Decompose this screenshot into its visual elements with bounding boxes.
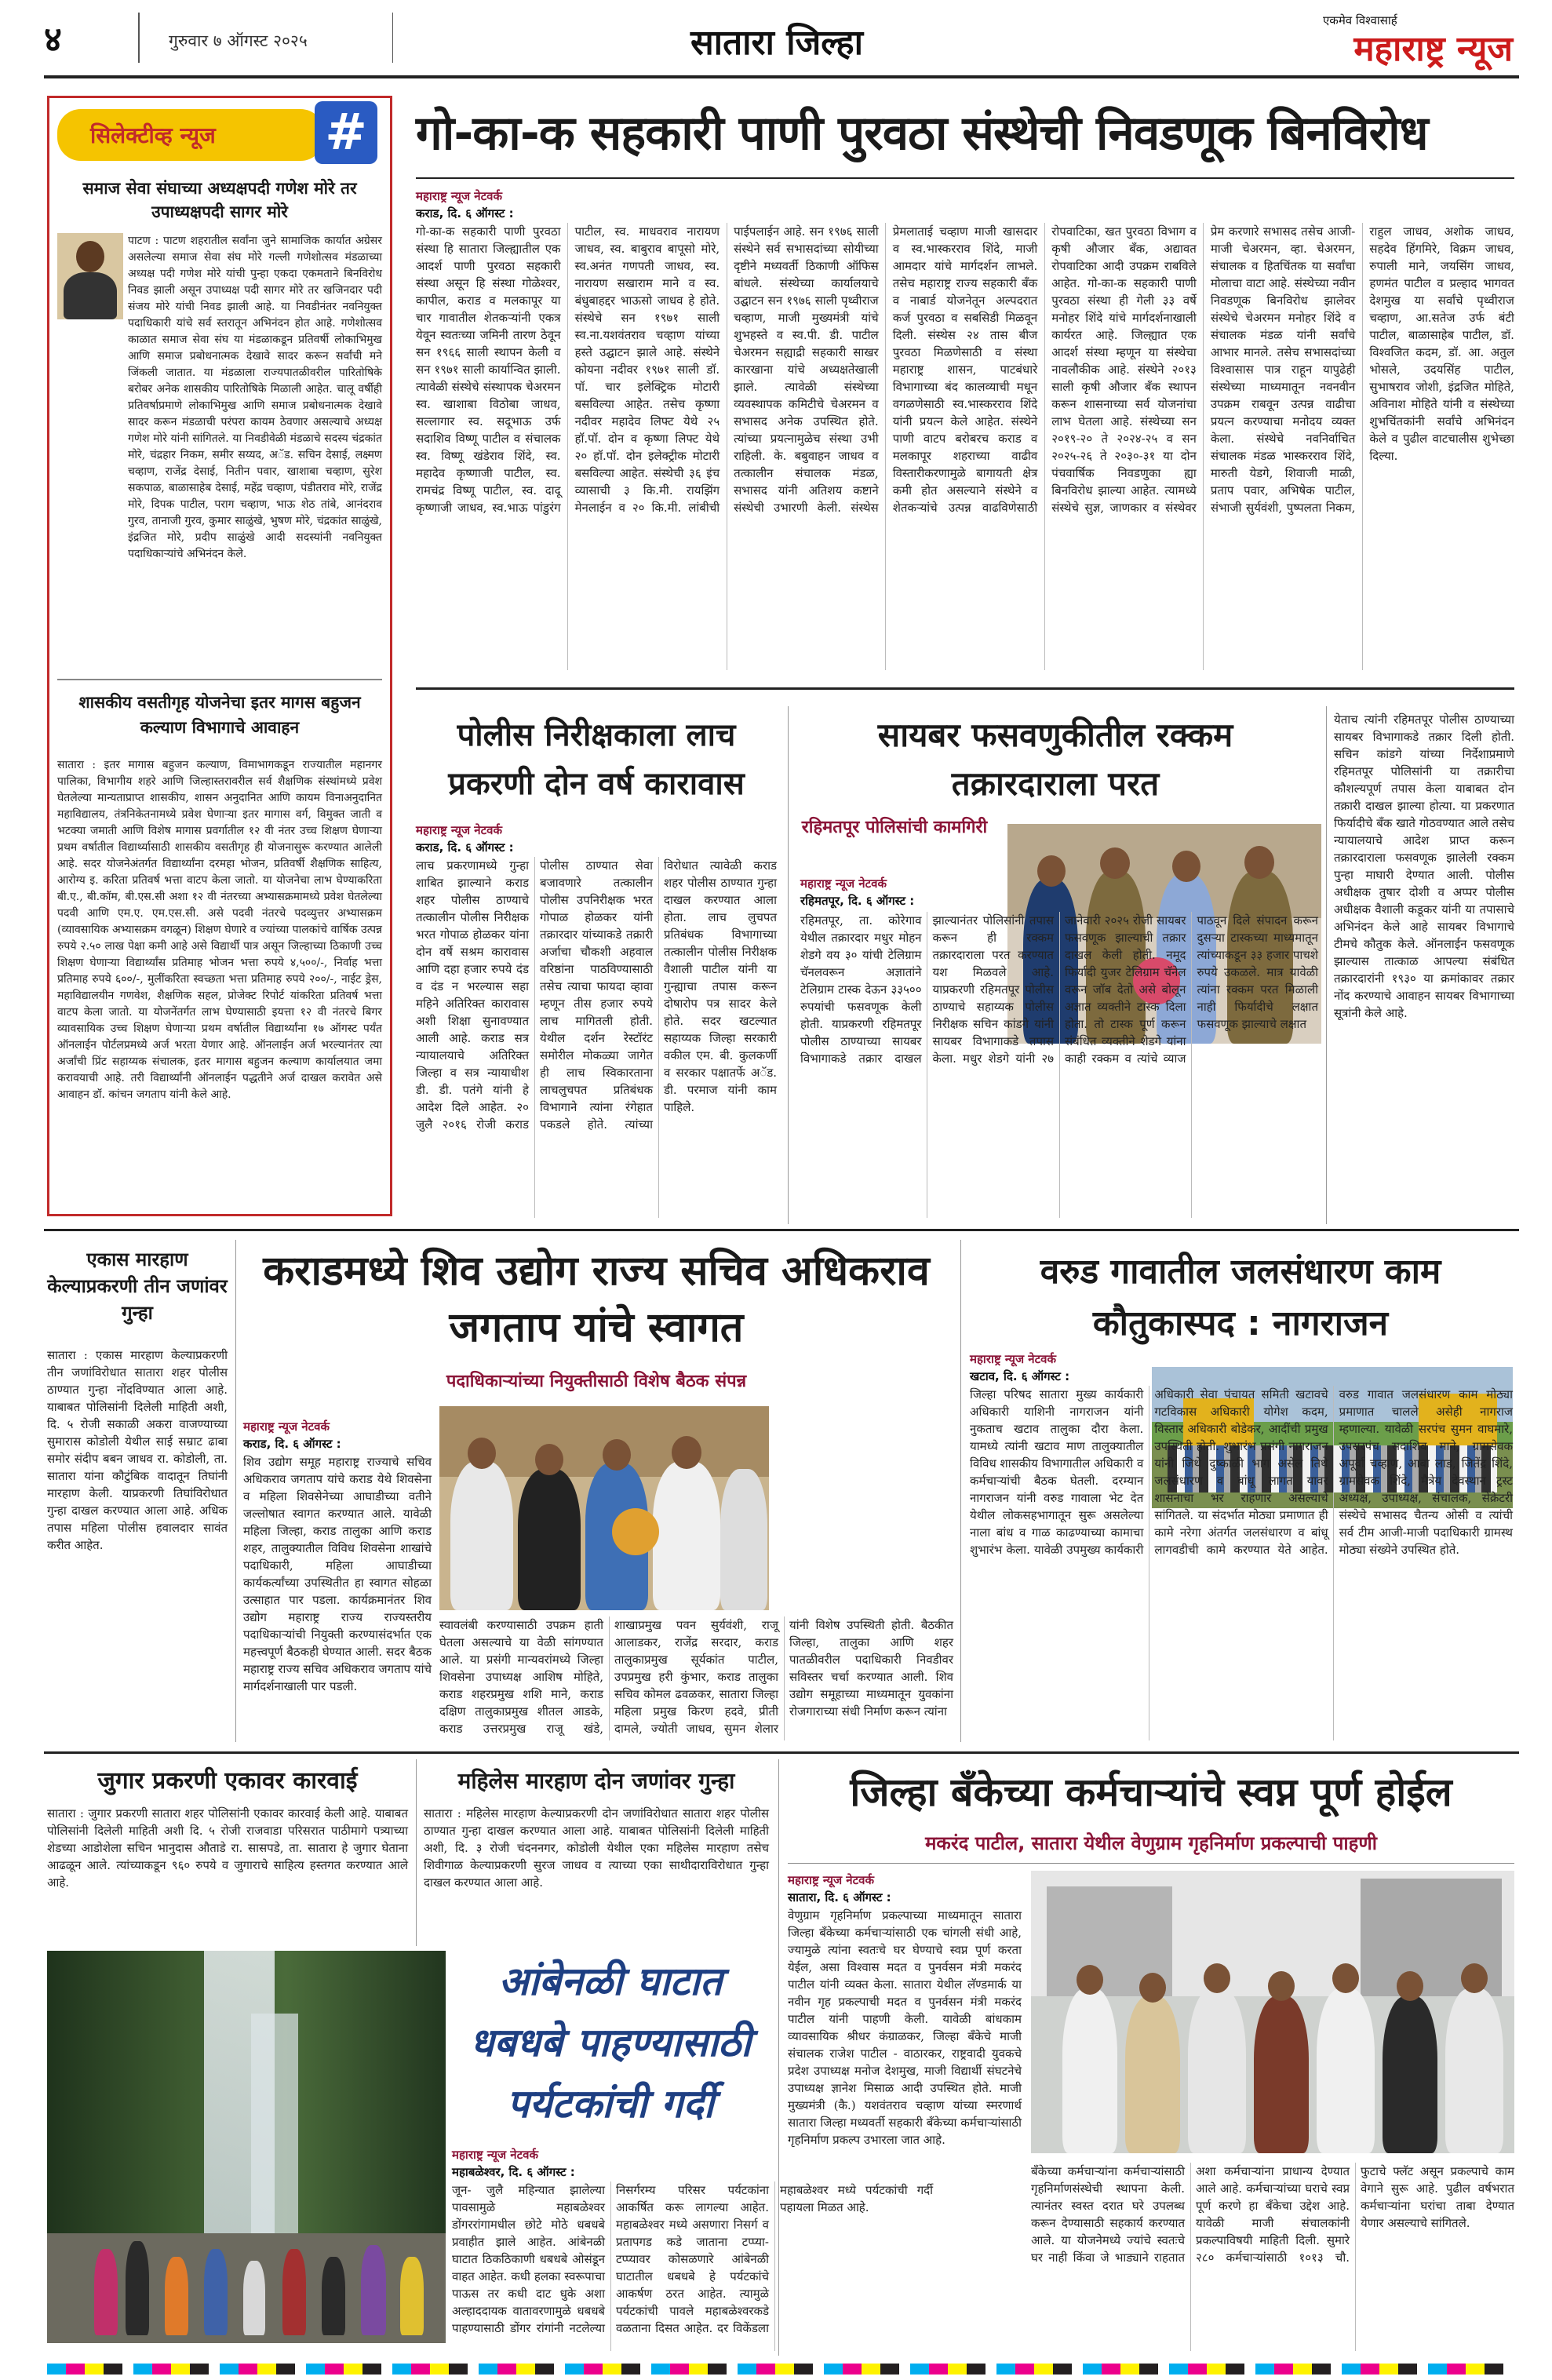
masthead (0, 0, 1552, 78)
waterfall-photo (47, 1951, 446, 2343)
bank-photo (1031, 1871, 1514, 2153)
page-date: गुरुवार ७ ऑगस्ट २०२५ (169, 31, 308, 50)
shiv-photo (439, 1406, 769, 1610)
selective-story1-body: पाटण : पाटण शहरातील सर्वांना जुने सामाजिक कार्यात अग्रेसर असलेल्या समाज सेवा संघ मोरे गल्ली गणेशोत्सव मंडळाच्या अध्यक्ष पदी गणेश मोरे यांची पुन्हा एकदा एकमताने बिनविरोध निवड झाली असून उपाध्यक्ष पदी सागर मोरे तर खजिनदार पदी संजय मोरे यांची निवड झाली आहे. या निवडीनंतर नवनियुक्त पदाधिकारी यांचे सर्व स्तरातून अभिनंदन होत आहे. गणेशोत्सव काळात समाज सेवा संघ या मंडळाकडून प्रतिवर्षी लोकाभिमुख आणि समाज प्रबोधनात्मक देखावे सादर करून सर्वांची मने जिंकली जातात. या मंडळाला राज्यपातळीवरील पारितोषिके बरोबर अनेक शासकीय पारितोषिके मिळाली आहेत. चालू वर्षीही प्रतिवर्षाप्रमाणे लोकाभिमुख आणि समाज प्रबोधनात्मक देखावे सादर करून मंडळाची परंपरा कायम ठेवणार असल्याचे अध्यक्ष गणेश मोरे यांनी सांगितले. या निवडीवेळी मंडळाचे सदस्य चंद्रकांत मोरे, चंद्रहार निकम, समीर सय्यद, अॅड. सचिन देसाई, लक्ष्मण चव्हाण, राजेंद्र देसाई, नितीन पवार, खाशाबा चव्हाण, सुरेश सकपाळ, बाळासाहेब देसाई, महेंद्र चव्हाण, पंडीतराव मोरे, राजेंद्र मोरे, दिपक पाटील, पराग चव्हाण, भाऊ शेठ तांबे, आनंदराव गुरव, तानाजी गुरव, कुमार साळुंखे, भुषण मोरे, चंद्रकांत साळुंखे, इंद्रजित मोरे, प्रदीप साळुंखे आदी सदस्यांनी नवनियुक्त पदाधिकाऱ्यांचे अभिनंदन केले. (128, 235, 382, 560)
selective-story1-title: समाज सेवा संघाच्या अध्यक्षपदी गणेश मोरे तर उपाध्यक्षपदी सागर मोरे (82, 179, 357, 221)
shiv-byline: महाराष्ट्र न्यूज नेटवर्क (243, 1420, 330, 1434)
cyber-headline: सायबर फसवणुकीतील रक्कम तक्रारदाराला परत (877, 716, 1233, 803)
amba-byline: महाराष्ट्र न्यूज नेटवर्क (452, 2148, 539, 2162)
bank-body-right: बँकेच्या कर्मचाऱ्यांना कर्मचाऱ्यांसाठी गृहनिर्माणसंस्थेची स्थापना केली. त्यानंतर स्वस्त दरात घरे उपलब्ध करून देण्यासाठी सहकार्य करण्यात आले. या योजनेमध्ये ज्यांचे स्वतःचे घर नाही किंवा जे भाड्याने राहतात अशा कर्मचाऱ्यांना प्राधान्य देण्यात आले आहे. कर्मचाऱ्यांच्या घराचे स्वप्न पूर्ण करणे हा बँकेचा उद्देश आहे. यावेळी माजी संचालकांनी प्रकल्पाविषयी माहिती दिली. सुमारे २८० कर्मचाऱ्यांसाठी १०१३ चौ. फुटाचे फ्लॅट असून प्रकल्पाचे काम वेगाने सुरू आहे. पुढील वर्षभरात कर्मचाऱ्यांना घरांचा ताबा देण्यात येणार असल्याचे सांगितले. (1031, 2164, 1514, 2265)
varud-headline: वरुड गावातील जलसंधारण काम कौतुकास्पद : नागराजन (1040, 1252, 1441, 1343)
ekas-headline: एकास मारहाण केल्याप्रकरणी तीन जणांवर गुन्हा (47, 1248, 228, 1324)
avatar (57, 233, 123, 319)
amba-dateline: महाबळेश्वर, दि. ६ ऑगस्ट : (452, 2165, 575, 2179)
mahila-headline: महिलेस मारहाण दोन जणांवर गुन्हा (457, 1768, 735, 1794)
cyber-body-right: येताच त्यांनी रहिमतपूर पोलीस ठाण्याच्या सायबर विभागाकडे तक्रार दिली होती. सचिन कांडगे यांच्या निर्देशाप्रमाणे रहिमतपूर पोलिसांनी या तक्रारीचा कौशल्यपूर्ण तपास केला याबाबत दोन तक्रारी दाखल झाल्या होत्या. या प्रकरणात फिर्यादीचे बँक खाते गोठवण्यात आले तसेच न्यायालयाचे आदेश प्राप्त करून तक्रारदाराला फसवणूक झालेली रक्कम पुन्हा माघारी देण्यात आली. पोलीस अधीक्षक तुषार दोशी व अप्पर पोलीस अधीक्षक वैशाली कडूकर यांनी या तपासाचे अभिनंदन केले आहे सायबर विभागाचे टीमचे कौतुक केले. ऑनलाईन फसवणूक झाल्यास तात्काळ आपल्या संबंधित तक्रारदारांनी १९३० या क्रमांकावर तक्रार नोंद करण्याचे आवाहन सायबर विभागाच्या सूत्रांनी केले आहे. (1334, 713, 1514, 1020)
shiv-body-left: शिव उद्योग समूह महाराष्ट्र राज्याचे सचिव अधिकराव जगताप यांचे कराड येथे शिवसेना व महिला शिवसेनेच्या आघाडीच्या वतीने जल्लोषात स्वागत करण्यात आले. यावेळी महिला जिल्हा, कराड तालुका आणि कराड शहर, तालुक्यातील विविध शिवसेना शाखांचे पदाधिकारी, महिला आघाडीच्या कार्यकर्त्यांच्या उपस्थितीत हा स्वागत सोहळा उत्साहात पार पडला. कार्यक्रमानंतर शिव उद्योग महाराष्ट्र राज्य राज्यस्तरीय पदाधिकाऱ्यांची नियुक्ती करण्यासंदर्भात एक महत्त्वपूर्ण बैठकही घेण्यात आली. सदर बैठक महाराष्ट्र राज्य सचिव अधिकराव जगताप यांचे मार्गदर्शनाखाली पार पडली. (243, 1455, 432, 1693)
varud-byline: महाराष्ट्र न्यूज नेटवर्क (970, 1352, 1057, 1366)
varud-dateline: खटाव, दि. ६ ऑगस्ट : (970, 1369, 1070, 1383)
mahila-body: सातारा : महिलेस मारहाण केल्याप्रकरणी दोन जणांविरोधात सातारा शहर पोलीस ठाण्यात गुन्हा दाखल करण्यात आला आहे. याबाबत पोलिसांनी दिलेली माहिती अशी, दि. ३ रोजी चंदननगर, कोडोली येथील एका महिलेस मारहाण तसेच शिवीगाळ केल्याप्रकरणी सुरज जाधव व त्याच्या एका साथीदाराविरोधात गुन्हा दाखल करण्यात आला आहे. (424, 1806, 769, 1890)
police-byline: महाराष्ट्र न्यूज नेटवर्क (416, 823, 503, 837)
brand-logo: महाराष्ट्र न्यूज (1353, 29, 1513, 69)
bank-dateline: सातारा, दि. ६ ऑगस्ट : (788, 1890, 891, 1904)
lead-byline: महाराष्ट्र न्यूज नेटवर्क (416, 189, 503, 203)
lead-dateline: कराड, दि. ६ ऑगस्ट : (416, 206, 514, 221)
ekas-body: सातारा : एकास मारहाण केल्याप्रकरणी तीन जणांविरोधात सातारा शहर पोलीस ठाण्यात गुन्हा नोंदविण्यात आला आहे. याबाबत पोलिसांनी दिलेली माहिती अशी, दि. ५ रोजी सकाळी अकरा वाजण्याच्या सुमारास कोडोली येथील साई सम्राट ढाबा समोर संदीप बबन जाधव रा. कोडोली, ता. सातारा यांना कौटुंबिक वादातून तिघांनी मारहाण केली. याप्रकरणी तिघांविरोधात गुन्हा दाखल करण्यात आला आहे. अधिक तपास महिला पोलीस हवालदार सावंत करीत आहेत. (47, 1348, 228, 1552)
hash-icon: # (315, 101, 377, 164)
police-dateline: कराड, दि. ६ ऑगस्ट : (416, 840, 514, 855)
shiv-body-right: स्वावलंबी करण्यासाठी उपक्रम हाती घेतला असल्याचे या वेळी सांगण्यात आले. या प्रसंगी मान्यवरांमध्ये जिल्हा शिवसेना उपाध्यक्ष आशिष मोहिते, कराड शहरप्रमुख शशि माने, कराड दक्षिण तालुकाप्रमुख शीतल आडके, कराड उत्तरप्रमुख राजू खंडे, शाखाप्रमुख पवन सुर्यवंशी, राजू आलाडकर, राजेंद्र सरदार, कराड तालुकाप्रमुख सूर्यकांत पाटील, उपप्रमुख हरी कुंभार, कराड तालुका सचिव कोमल ढवळकर, सातारा जिल्हा महिला प्रमुख किरण हदवे, प्रीती दामले, ज्योती जाधव, सुमन शेलार यांनी विशेष उपस्थिती होती. बैठकीत जिल्हा, तालुका आणि शहर पातळीवरील पदाधिकारी निवडीवर सविस्तर चर्चा करण्यात आली. शिव उद्योग समूहाच्या माध्यमातून युवकांना रोजगाराच्या संधी निर्माण करून त्यांना (439, 1618, 953, 1736)
lead-body: गो-का-क सहकारी पाणी पुरवठा संस्था हि सातारा जिल्ह्यातील एक आदर्श पाणी पुरवठा सहकारी संस्था असून हि संस्था गोळेश्वर, कापील, कराड व मलकापूर या चार गावातील शेतकऱ्यांनी एकत्र येवून स्वतःच्या जमिनी तारण ठेवून सन १९६६ साली स्थापन केली व सन १९७१ साली कार्यान्वित झाली. त्यावेळी संस्थेचे संस्थापक चेअरमन स्व. खाशाबा विठोबा जाधव, सल्लागार स्व. सदूभाऊ उर्फ सदाशिव विष्णू पाटील व संचालक स्व. विष्णू खंडेराव शिंदे, स्व. महादेव कृष्णाजी पाटील, स्व. रामचंद्र विष्णू पाटील, स्व. दादू कृष्णाजी जाधव, स्व.भाऊ पांडुरंग पाटील, स्व. माधवराव नारायण जाधव, स्व. बाबुराव बापूसो मोरे, स्व.अनंत गणपती जाधव, स्व. नारायण सखाराम माने व स्व. बंधुबाहद्दर भाऊसो जाधव हे होते. संस्थेचे सन १९७१ साली स्व.ना.यशवंतराव चव्हाण यांच्या हस्ते उद्घाटन झाले आहे. संस्थेने कोयना नदीवर १९७१ साली डॉ. पॉ. चार इलेक्ट्रिक मोटारी बसविल्या आहेत. तसेच कृष्णा नदीवर महादेव लिफ्ट येथे २५ हॉ.पॉ. दोन व कृष्णा लिफ्ट येथे २० हॉ.पॉ. दोन इलेक्ट्रीक मोटारी बसविल्या आहेत. संस्थेची ३६ इंच व्यासाची ३ कि.मी. रायझिंग मेनलाईन व २० कि.मी. लांबीची पाईपलाईन आहे. सन १९७६ साली संस्थेने सर्व सभासदांच्या सोयीच्या दृष्टीने मध्यवर्ती ठिकाणी ऑफिस बांधले. संस्थेच्या कार्यालयाचे उद्घाटन सन १९७६ साली पृथ्वीराज चव्हाण, माजी मुख्यमंत्री यांचे शुभहस्ते व स्व.पी. डी. पाटील चेअरमन सह्याद्री सहकारी साखर कारखाना यांचे अध्यक्षतेखाली झाले. त्यावेळी संस्थेच्या व्यवस्थापक कमिटीचे चेअरमन व सभासद अनेक उपस्थित होते. त्यांच्या प्रयत्नामुळेच संस्था उभी राहिली. के. बबुवाहन जाधव व तत्कालीन संचालक मंडळ, सभासद यांनी अतिशय कष्टाने संस्थेची उभारणी केली. संस्थेस प्रेमलाताई चव्हाण माजी खासदार व स्व.भास्करराव शिंदे, माजी आमदार यांचे मार्गदर्शन लाभले. तसेच महाराष्ट्र राज्य सहकारी बँक व नाबार्ड योजनेतून अल्पदरात कर्ज पुरवठा व सबसिडी मिळवून दिली. संस्थेस २४ तास बीज पुरवठा मिळणेसाठी व संस्था महाराष्ट्र शासन, पाटबंधारे विभागाच्या बंद कालव्याची मधून वगळणेसाठी स्व.भास्करराव शिंदे यांनी प्रयत्न केले आहेत. संस्थेने पाणी वाटप बरोबरच कराड व मलकापूर शहराच्या वाढीव विस्तारीकरणामुळे बागायती क्षेत्र कमी होत असल्याने संस्थेने व शेतकऱ्यांचे उत्पन्न वाढविणेसाठी रोपवाटिका, खत पुरवठा विभाग व कृषी औजार बँक, अद्यावत रोपवाटिका आदी उपक्रम राबविले आहेत. गो-का-क सहकारी पाणी पुरवठा संस्था ही गेली ३३ वर्षे मनोहर शिंदे यांचे मार्गदर्शनाखाली कार्यरत आहे. जिल्ह्यात एक आदर्श संस्था म्हणून या संस्थेचा नावलौकीक आहे. संस्थेने २०१३ साली कृषी औजार बँक स्थापन करून शासनाच्या सर्व योजनांचा लाभ घेतला आहे. संस्थेच्या सन २०१९-२० ते २०२४-२५ व सन २०२५-२६ ते २०३०-३१ या दोन पंचवार्षिक निवडणुका ह्या बिनविरोध झाल्या आहेत. त्यामध्ये संस्थेचे सुज्ञ, जाणकार व संस्थेवर प्रेम करणारे सभासद तसेच आजी-माजी चेअरमन, व्हा. चेअरमन, संचालक व हितचिंतक या सर्वांचा मोलाचा वाटा आहे. संस्थेच्या नवीन निवडणूक बिनविरोध झालेवर संस्थेचे चेअरमन मनोहर शिंदे व संचालक मंडळ यांनी सर्वांचे आभार मानले. तसेच सभासदांच्या विश्वासास पात्र राहून यापुढेही संस्थेच्या माध्यमातून नवनवीन उपक्रम राबवून उत्पन्न वाढीचा प्रयत्न करण्याचा मनोदय व्यक्त केला. संस्थेचे नवनिर्वाचित संचालक मंडळ भास्करराव शिंदे, मारुती येडगे, शिवाजी माळी, प्रताप पवार, अभिषेक पाटील, संभाजी सुर्यवंशी, पुष्पलता निकम, राहुल जाधव, अशोक जाधव, सहदेव हिंगमिरे, विक्रम जाधव, रुपाली माने, जयसिंग जाधव, हणमंत पाटील व प्रल्हाद भागवत देशमुख या सर्वांचे पृथ्वीराज चव्हाण, आ.सतेज उर्फ बंटी पाटील, बाळासाहेब पाटील, डॉ. विश्वजित कदम, डॉ. आ. अतुल भोसले, उदयसिंह पाटील, सुभाषराव जोशी, इंद्रजित मोहिते, अविनाश मोहिते यांनी व संस्थेच्या शुभचिंतकांनी सर्वांचे अभिनंदन केले व पुढील वाटचालीस शुभेच्छा दिल्या. (416, 224, 1514, 515)
brand-tagline: एकमेव विश्वासार्ह (1323, 13, 1397, 27)
bank-headline: जिल्हा बँकेच्या कर्मचाऱ्यांचे स्वप्न पूर्ण होईल (850, 1770, 1452, 1815)
shiv-kicker: पदाधिकाऱ्यांच्या नियुक्तीसाठी विशेष बैठक संपन्न (446, 1372, 747, 1391)
cyber-byline: महाराष्ट्र न्यूज नेटवर्क (800, 877, 887, 891)
selective-story2-body: सातारा : इतर मागास बहुजन कल्याण, विमाभागकडून राज्यातील महानगर पालिका, विभागीय शहरे आणि जिल्हास्तरावरील सर्व शैक्षणिक संस्थांमध्ये प्रवेश घेतलेल्या मान्यताप्राप्त शासकीय, शासन अनुदानित आणि कायम विनाअनुदानित महाविद्यालय, तंत्रनिकेतनामध्ये प्रवेश घेणाऱ्या इतर मागास वर्ग, विमुक्त जाती व भटक्या जमाती आणि विशेष मागास प्रवर्गातील १२ वी नंतर उच्च शिक्षण घेणाऱ्या प्रथम वर्षातील विद्यार्थ्यासाठी शासकीय वसतीगृह ही योजनासुरू करण्यात आलेली आहे. सदर योजनेअंतर्गत विद्यार्थ्यांना दरमहा भोजन, प्रतिवर्षी शैक्षणिक साहित्य, आरोग्य इ. करिता प्रतिवर्ष भत्ता वाटप केला जातो. या योजनेचा लाभ घेण्याकरिता बी.ए., बी.कॉम, बी.एस.सी अशा १२ वी नंतरच्या अभ्यासक्रमामध्ये प्रवेश घेतलेल्या पदवी आणि एम.ए. एम.एस.सी. असे पदवी नंतरचे पदव्युत्तर अभ्यासक्रम (व्यावसायिक अभ्यासक्रम वगळून) शिक्षण घेणारे व ज्यांच्या पालकांचे वार्षिक उत्पन्न रुपये २.५० लाख पेक्षा कमी आहे असे विद्यार्थी पात्र असून जिल्हाच्या ठिकाणी उच्च शिक्षण घेणाऱ्या विद्यार्थ्यांस प्रतिमाह भोजन भत्ता रुपये ४,५००/-, निर्वाह भत्ता प्रतिमाह रुपये ६००/-, मुलींकरिता स्वच्छता भत्ता प्रतिमाह रुपये २००/-, नाईट ड्रेस, महाविद्यालयीन गणवेश, शैक्षणिक सहल, प्रोजेक्ट रिपोर्ट यांकरिता प्रतिवर्ष भत्ता वाटप केला जातो. या योजनेंतर्गत लाभ घेण्यासाठी इयत्ता १२ वी नंतरचे बिगर व्यावसायिक उच्च शिक्षण घेणाऱ्या प्रथम वर्षातील विद्यार्थ्यांना १७ ऑगस्ट पर्यंत ऑनलाईन पोर्टलप्रमध्ये अर्ज भरता येणार आहे. ऑनलाईन अर्ज भरल्यानंतर त्या अर्जांची प्रिंट सहाय्यक संचालक, इतर मागास बहुजन कल्याण कार्यालयात जमा करावयाची आहे. तरी विद्यार्थ्यांनी ऑनलाईन पद्धतीने अर्ज दाखल करावेत असे आवाहन डॉ. कांचन जगताप यांनी केले आहे. (57, 759, 382, 1101)
shiv-headline: कराडमध्ये शिव उद्योग राज्य सचिव अधिकराव जगताप यांचे स्वागत (263, 1248, 930, 1351)
jugar-body: सातारा : जुगार प्रकरणी सातारा शहर पोलिसांनी एकावर कारवाई केली आहे. याबाबत पोलिसांनी दिलेली माहिती अशी दि. ५ रोजी राजवाडा परिसरात पाठीमागे पत्र्याच्या शेडच्या आडोशेला सचिन भानुदास औताडे रा. सासपडे, ता. सातारा हे जुगार घेताना आढळून आले. त्यांच्याकडून ९६० रुपये व जुगाराचे साहित्य हस्तगत करण्यात आले आहे. (47, 1806, 408, 1890)
section-title: सातारा जिल्हा (690, 23, 864, 63)
cyber-kicker: रहिमतपूर पोलिसांची कामगिरी (801, 818, 988, 837)
selective-news-badge: सिलेक्टीव्ह न्यूज (90, 122, 216, 148)
jugar-headline: जुगार प्रकरणी एकावर कारवाई (97, 1767, 358, 1795)
page-number: ४ (44, 20, 62, 60)
police-headline: पोलीस निरीक्षकाला लाच प्रकरणी दोन वर्ष कारावास (448, 717, 745, 802)
bank-body-left: वेणुग्राम गृहनिर्माण प्रकल्पाच्या माध्यमातून सातारा जिल्हा बँकेच्या कर्मचाऱ्यांसाठी एक चांगली संधी आहे, ज्यामुळे त्यांना स्वतःचे घर घेण्याचे स्वप्न पूर्ण करता येईल, असा विश्वास मदत व पुनर्वसन मंत्री मकरंद पाटील यांनी व्यक्त केला. सातारा येथील लॅण्डमार्क या नवीन गृह प्रकल्पाची मदत व पुनर्वसन मंत्री मकरंद पाटील यांनी पाहणी केली. यावेळी बांधकाम व्यावसायिक श्रीधर कंग्राळकर, जिल्हा बँकेचे माजी संचालक राजेश पाटील - वाठारकर, राष्ट्रवादी युवकचे प्रदेश उपाध्यक्ष मनोज देशमुख, माजी विद्यार्थी संघटनेचे उपाध्यक्ष ज्ञानेश मिसाळ आदी उपस्थित होते. माजी मुख्यमंत्री (कै.) यशवंतराव चव्हाण यांच्या स्मरणार्थ सातारा जिल्हा मध्यवर्ती सहकारी बँकेच्या कर्मचाऱ्यांसाठी गृहनिर्माण प्रकल्प उभारला जात आहे. (788, 1908, 1022, 2147)
lead-headline: गो-का-क सहकारी पाणी पुरवठा संस्थेची निवडणूक बिनविरोध (416, 106, 1428, 161)
cyber-body-left: रहिमतपूर, ता. कोरेगाव येथील तक्रारदार मधुर मोहन शेडगे वय ३० यांची टेलिग्राम चॅनलवरून अज्ञातांने टेलिग्राम टास्क देऊन ३३५०० रुपयांची फसवणूक केली होती. याप्रकरणी रहिमतपूर पोलीस ठाण्याच्या सायबर विभागाकडे तक्रार दाखल झाल्यानंतर पोलिसांनी तपास करून ही रक्कम तक्रारदाराला परत करण्यात यश मिळवले आहे. याप्रकरणी रहिमतपूर पोलीस ठाण्याचे सहाय्यक पोलीस निरीक्षक सचिन कांडगे यांनी सायबर विभागाकडे तपास केला. मधुर शेडगे यांनी २७ जानेवारी २०२५ रोजी सायबर फसवणूक झाल्याची तक्रार दाखल केली होती. नमूद फिर्यादी युजर टेलिग्राम चॅनेल वरून जॉब देतो असे बोलून अज्ञात व्यक्तीने टास्क दिला होता. तो टास्क पूर्ण करून संबंधित व्यक्तीने शेडगे यांना काही रक्कम व त्यांचे व्याज पाठवून दिले संपादन करून दुसऱ्या टास्कच्या माध्यमातून त्यांच्याकडून ३३ हजार पाचशे रुपये उकळले. मात्र यावेळी त्यांना रक्कम परत मिळाली नाही फिर्यादीचे लक्षात फसवणूक झाल्याचे लक्षात (800, 913, 1318, 1066)
selective-story2-title: शासकीय वसतीगृह योजनेचा इतर मागस बहुजन कल्याण विभागाचे आवाहन (78, 693, 361, 737)
shiv-dateline: कराड, दि. ६ ऑगस्ट : (243, 1437, 341, 1451)
varud-body: जिल्हा परिषद सातारा मुख्य कार्यकारी अधिकारी याशिनी नागराजन यांनी नुकताच खटाव तालुका दौरा केला. यामध्ये त्यांनी खटाव माण तालुक्यातील विविध शासकीय विभागातील अधिकारी व कर्मचाऱ्यांची बैठक घेतली. दरम्यान नागराजन यांनी वरुड गावाला भेट देत येथील लोकसहभागातून सुरू असलेल्या नाला बांध व गाळ काढण्याच्या कामाचा शुभारंभ केला. यावेळी उपमुख्य कार्यकारी अधिकारी सेवा पंचायत समिती खटावचे गटविकास अधिकारी योगेश कदम, विस्तार अधिकारी बोडेकर, आदींची प्रमुख उपस्थिती होती. शुभारंभ प्रसंगी नागराजन यांनी जिथे दुष्काळी भाग असेल तिथे जलसंधारण व बांधू लागत यावर शासनाचा भर राहणार असल्याचे सांगितले. या संदर्भात मोठ्या प्रमाणात ही कामे नरेगा अंतर्गत जलसंधारण व बांधू लागवडीची कामे करण्यात येते आहेत. वरुड गावात जलसंधारण काम मोठ्या प्रमाणात चालले असेही नागराज म्हणाल्या. यावेळी सरपंच सुमन वाघमारे, उपसरपंच सदाशिव माने, ग्रामसेवक अपूर्वा चव्हाण, आबा लाड, जितेंद्र शिंदे, ग्रामसेवक शिंदे, मैत्रेय देवस्थान ट्रस्ट अध्यक्ष, उपाध्यक्ष, संचालक, सेक्रेटरी संस्थेचे सभासद चैतन्य ओसी व त्यांची सर्व टीम आजी-माजी पदाधिकारी ग्रामस्थ मोठ्या संख्येने उपस्थित होते. (970, 1387, 1513, 1557)
print-registration-bar (47, 2364, 1514, 2375)
amba-headline: आंबेनळी घाटात धबधबे पाहण्यासाठी पर्यटकांची गर्दी (469, 1958, 752, 2127)
bank-kicker: मकरंद पाटील, सातारा येथील वेणुग्राम गृहनिर्माण प्रकल्पाची पाहणी (925, 1832, 1377, 1854)
cyber-dateline: रहिमतपूर, दि. ६ ऑगस्ट : (800, 894, 915, 908)
bank-byline: महाराष्ट्र न्यूज नेटवर्क (788, 1873, 875, 1887)
selective-news-box (47, 96, 392, 1216)
police-body: लाच प्रकरणामध्ये गुन्हा शाबित झाल्याने कराड शहर पोलीस ठाण्याचे तत्कालीन पोलीस निरीक्षक भरत गोपाळ होळकर यांना दोन वर्षे सश्रम कारावास आणि दहा हजार रुपये दंड व दंड न भरल्यास सहा महिने अतिरिक्त कारावास अशी शिक्षा सुनावण्यात आली आहे. कराड सत्र न्यायालयाचे अतिरिक्त जिल्हा व सत्र न्यायाधीश डी. डी. पतंगे यांनी हे आदेश दिले आहेत. २० जुलै २०१६ रोजी कराड पोलीस ठाण्यात सेवा बजावणारे तत्कालीन पोलीस उपनिरीक्षक भरत गोपाळ होळकर यांनी तक्रारदार यांच्याकडे तक्रारी अर्जाचा चौकशी अहवाल वरिष्ठांना पाठविण्यासाठी तसेच त्याचा फायदा व्हावा म्हणून तीस हजार रुपये लाच मागितली होती. येथील दर्शन रेस्टॉरंट समोरील मोकळ्या जागेत ही लाच स्विकारताना लाचलुचपत प्रतिबंधक विभागाने त्यांना रंगेहात पकडले होते. त्यांच्या विरोधात त्यावेळी कराड शहर पोलीस ठाण्यात गुन्हा दाखल करण्यात आला होता. लाच लुचपत प्रतिबंधक विभागाच्या तत्कालीन पोलीस निरीक्षक वैशाली पाटील यांनी या गुन्ह्याचा तपास करून दोषारोप पत्र सादर केले होते. सदर खटल्यात सहाय्यक जिल्हा सरकारी वकील एम. बी. कुलकर्णी व सरकार पक्षातर्फे अॅड. डी. परमाज यांनी काम पाहिले. (416, 858, 777, 1132)
amba-body: जून- जुलै महिन्यात झालेल्या पावसामुळे महाबळेश्वर डोंगररांगामधील छोटे मोठे धबधबे प्रवाहीत झाले आहेत. आंबेनळी घाटात ठिकठिकाणी धबधबे ओसंडून वाहत आहेत. कधी हलका स्वरूपाचा पाऊस तर कधी दाट धुके अशा अल्हाददायक वातावरणामुळे धबधबे पाहण्यासाठी डोंगर रांगांनी नटलेल्या निसर्गरम्य परिसर पर्यटकांना आकर्षित करू लागल्या आहेत. महाबळेश्वर मध्ये असणारा निसर्ग व प्रतापगड कडे जाताना टप्प्या-टप्प्यावर कोसळणारे आंबेनळी घाटातील धबधबे हे पर्यटकांचे आकर्षण ठरत आहेत. त्यामुळे पर्यटकांची पावले महाबळेश्वरकडे वळताना दिसत आहेत. दर विकेंडला महाबळेश्वर मध्ये पर्यटकांची गर्दी पहायला मिळत आहे. (452, 2183, 933, 2335)
